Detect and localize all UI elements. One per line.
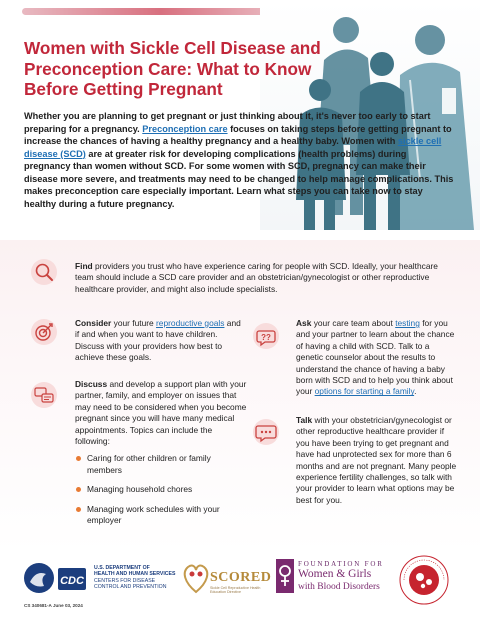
scored-heart-logo (180, 558, 212, 598)
discuss-text: and develop a support plan with your partner, family, and employer on issues that may need to be considered when you become pregnant since you will have many medical appointments. Topics can include the following: (75, 379, 247, 447)
ash-seal-logo (398, 554, 450, 606)
hhs-cdc-logo (22, 560, 92, 600)
hhs-line: HEALTH AND HUMAN SERVICES (94, 571, 176, 578)
hhs-line: U.S. DEPARTMENT OF (94, 565, 150, 571)
question-bubble-icon (252, 322, 280, 350)
speech-bubble-icon (252, 418, 280, 446)
ask-keyword: Ask (296, 318, 312, 328)
ask-text-2: for you and your partner to learn about the chance of having a child with SCD. Talk to a genetic counselor about the results to understand the chance of having a baby born with SCD and to help you think about your (296, 318, 455, 397)
bullet-item: Managing work schedules with your employer (75, 504, 247, 527)
scored-subtitle: Sickle Cell Reproductive Health Education Directive (210, 586, 261, 595)
intro-paragraph (24, 110, 454, 210)
sickle-cell-disease-link[interactable]: sickle cell disease (SCD) (24, 136, 442, 159)
hhs-line: CONTROL AND PREVENTION (94, 584, 167, 591)
fwg-line-1: FOUNDATION FOR (298, 560, 384, 568)
bullet-item: Managing household chores (75, 484, 247, 495)
talk-text: with your obstetrician/gynecologist or other reproductive healthcare provider if you have been trying to get pregnant and have had unprotected sex for more than 6 months and are not pregnant. Many people experience fertility challenges, so talk with your provider to learn what options may be best for you. (296, 415, 457, 505)
intro-text-1: Whether you are planning to get pregnant or just thinking about it, it's never too early to start preparing for a pregnancy. (24, 111, 431, 134)
consider-step (75, 318, 247, 364)
intro-text-2: focuses on taking steps before getting pregnant to increase the chances of having a healthy pregnancy and a healthy baby. Women with (24, 123, 452, 146)
find-step (75, 261, 455, 295)
cdc-mark: CDC (60, 575, 84, 587)
bullet-item: Caring for other children or family members (75, 453, 247, 476)
magnifier-icon (30, 258, 58, 286)
talk-step (296, 415, 458, 506)
ask-step (296, 318, 458, 398)
discuss-step (75, 379, 247, 534)
consider-keyword: Consider (75, 318, 112, 328)
starting-a-family-link[interactable]: options for starting a family (314, 386, 415, 397)
footer-logos (0, 552, 480, 621)
reproductive-goals-link[interactable]: reproductive goals (156, 318, 225, 328)
discuss-bullet-list (75, 453, 247, 526)
fwg-line-3: with Blood Disorders (298, 582, 380, 592)
consider-text-2: and if and when you want to have children. Discuss with your providers how best to achieve these goals. (75, 318, 241, 363)
svg-text:??: ?? (261, 333, 271, 342)
testing-link[interactable]: testing (395, 318, 420, 328)
ask-text-1: your care team about (313, 318, 393, 328)
target-icon (30, 318, 58, 346)
fwg-logo-mark (276, 559, 294, 593)
discuss-paragraph (75, 379, 247, 447)
preconception-care-link[interactable]: Preconception care (142, 123, 228, 134)
find-text: providers you trust who have experience caring for people with SCD. Ideally, your healthcare team should include a SCD care provider and an obstetrician/gynecologist or other reproductive healthcare provider, and might also include specialists. (75, 261, 438, 294)
top-accent-bar (22, 8, 274, 15)
page-title: Women with Sickle Cell Disease and Preconception Care: What to Know Before Getting Pregnant (24, 38, 321, 99)
discuss-keyword: Discuss (75, 379, 108, 389)
find-keyword: Find (75, 261, 93, 271)
document-id: CS 340681-A June 03, 2024 (24, 603, 83, 608)
consider-text-1: your future (113, 318, 154, 328)
talk-keyword: Talk (296, 415, 313, 425)
hhs-cdc-text (94, 565, 175, 591)
ask-text-3: . (414, 386, 417, 397)
scored-wordmark: SCORED (210, 570, 272, 585)
intro-text-3: are at greater risk for developing complications (health problems) during pregnancy than women without SCD. For some women with SCD, pregnancy can make their disease more severe, and treatments may need to be changed to help manage complications. This makes preconception care especially important. Learn what steps you can take now to stay healthy during a future pregnancy. (24, 148, 454, 209)
hhs-line: CENTERS FOR DISEASE (94, 577, 156, 584)
chat-bubbles-icon (30, 381, 58, 409)
fwg-line-2: Women & Girls (298, 568, 372, 580)
